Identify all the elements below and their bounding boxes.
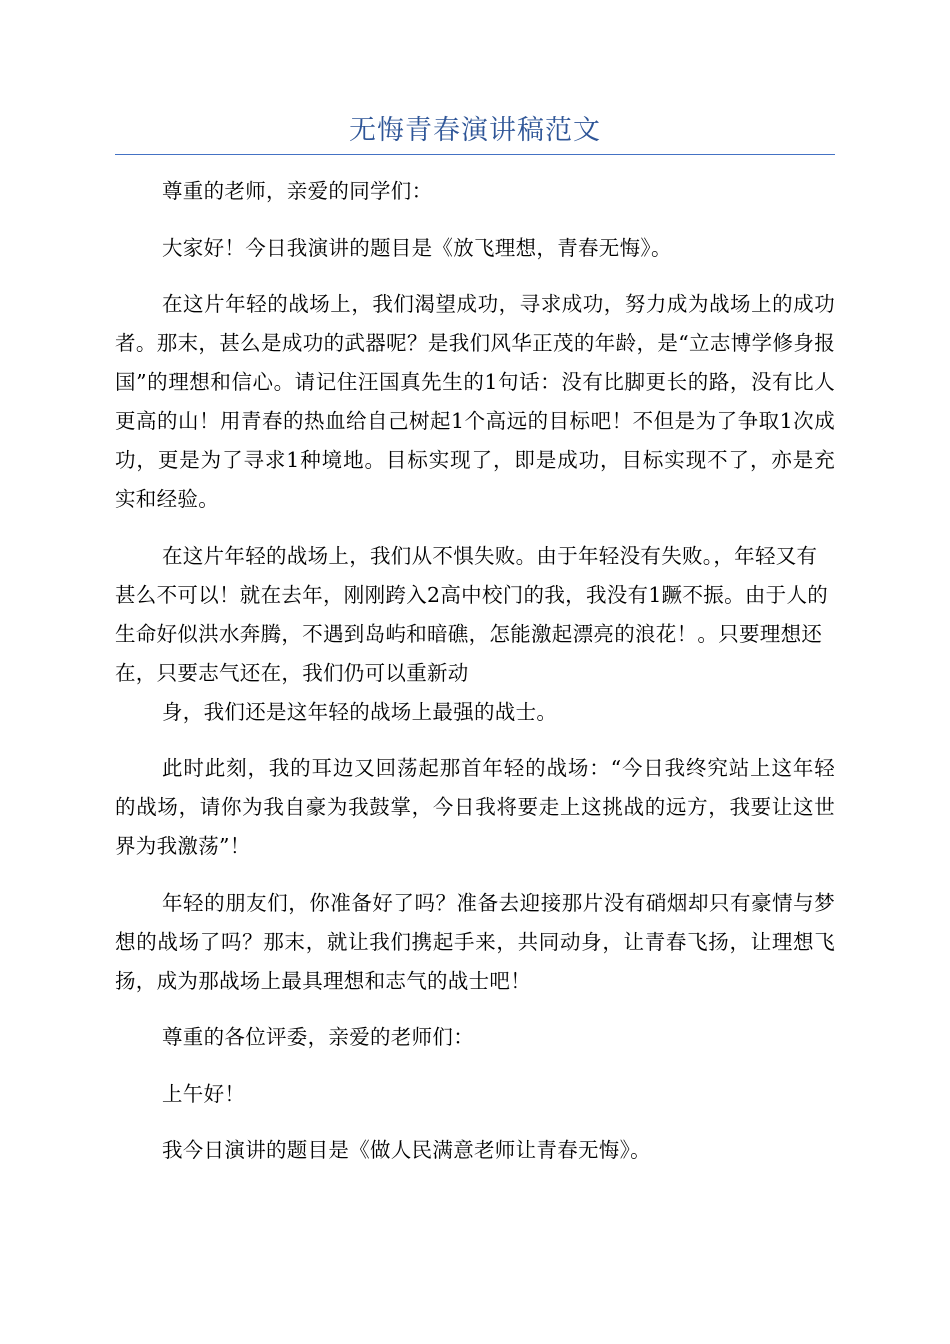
document-title: 无悔青春演讲稿范文 [349,115,601,146]
paragraph-second-greeting: 尊重的各位评委，亲爱的老师们： [162,1025,474,1049]
title-underline [115,154,835,155]
paragraph-warrior: 身，我们还是这年轻的战场上最强的战士。 [162,699,558,724]
paragraph-song: 此时此刻，我的耳边又回荡起那首年轻的战场：“今日我终究站上这年轻的战场，请你为我自豪为我鼓掌，今日我将要走上这挑战的远方，我要让这世界为我激荡”！ [115,756,835,858]
paragraph-second-topic: 我今日演讲的题目是《做人民满意老师让青春无悔》。 [162,1138,651,1162]
paragraph-call-to-action: 年轻的朋友们，你准备好了吗？准备去迎接那片没有硝烟却只有豪情与梦想的战场了吗？那末，就让我们携起手来，共同动身，让青春飞扬，让理想飞扬，成为那战场上最具理想和志气的战士吧！ [115,890,835,993]
paragraph-failure: 在这片年轻的战场上，我们从不惧失败。由于年轻没有失败。，年轻又有甚么不可以！就在去年，刚刚跨入2高中校门的我，我没有1蹶不振。由于人的生命好似洪水奔腾，不遇到岛屿和暗礁，怎能激起漂亮的浪花！。只要理想还在，只要志气还在，我们仍可以重新动 [115,543,829,685]
paragraph-greeting: 尊重的老师，亲爱的同学们： [162,179,433,203]
document-body [115,172,835,1188]
paragraph-success: 在这片年轻的战场上，我们渴望成功，寻求成功，努力成为战场上的成功者。那末，甚么是成功的武器呢？是我们风华正茂的年龄，是“立志博学修身报国”的理想和信心。请记住汪国真先生的1句话：没有比脚更长的路，没有比人更高的山！用青春的热血给自己树起1个高远的目标吧！不但是为了争取1次成功，更是为了寻求1种境地。目标实现了，即是成功，目标实现不了，亦是充实和经验。 [115,292,835,511]
paragraph-good-morning: 上午好！ [162,1081,246,1106]
paragraph-topic: 大家好！今日我演讲的题目是《放飞理想，青春无悔》。 [162,235,672,260]
